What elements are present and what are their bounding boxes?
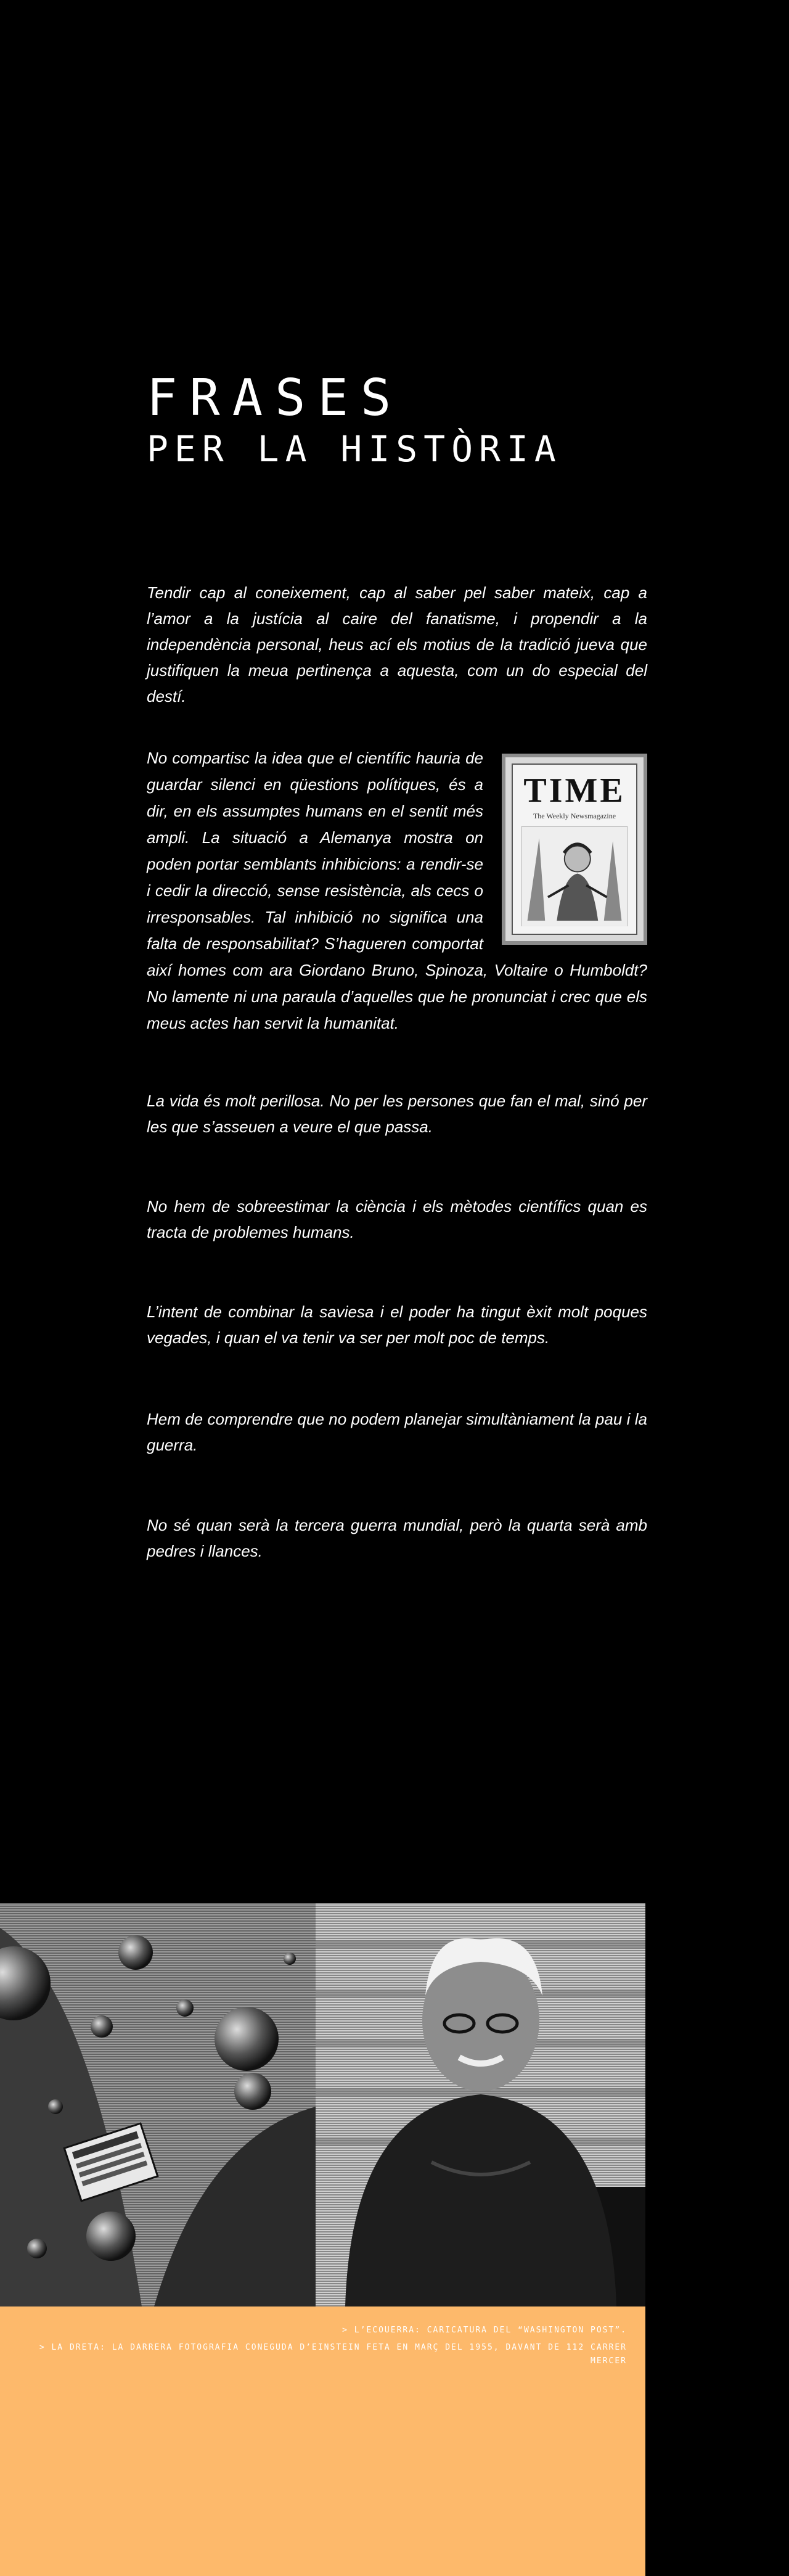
quote-6: Hem de comprendre que no podem planejar simultàniament la pau i la guerra. [147,1410,647,1454]
quote-1: Tendir cap al coneixement, cap al saber pel saber mateix, cap a l’amor a la justícia al caire del fanatisme, i propendir a la independència personal, heus ací els motius de la tradició jueva que justifiquen la meua pertinença a aquesta, com un do especial del destí. [147,583,647,706]
time-magazine-cover-image [502,754,647,945]
quote-3: La vida és molt perillosa. No per les persones que fan el mal, sinó per les que s’asseuen a veure el que passa. [147,1092,647,1136]
quote-5: L’intent de combinar la saviesa i el poder ha tingut èxit molt poques vegades, i quan el va tenir va ser per molt poc de temps. [147,1302,647,1347]
photo-collage [0,1903,645,2306]
title-line-2: PER LA HISTÒRIA [147,428,562,470]
quote-2-block [147,745,647,1037]
caption-right-image: > LA DRETA: LA DARRERA FOTOGRAFIA CONEGUDA D’EINSTEIN FETA EN MARÇ DEL 1955, DAVANT DE 112 CARRER MERCER [39,2343,627,2366]
time-subtitle: The Weekly Newsmagazine [533,812,616,820]
page-title [147,370,578,471]
quote-2: No compartisc la idea que el científic hauria de guardar silenci en qüestions polítiques, és a dir, en els assumptes humans en el sentit més ampli. La situació a Alemanya mostra on poden portar semblants inhibicions: a rendir-se i cedir la direcció, sense resistència, als cecs o irresponsables. Tal inhibició no significa una falta de responsabilitat? S’hagueren comportat així homes com ara Giordano Bruno, Spinoza, Voltaire o Humboldt? No lamente ni una paraula d’aquelles que he pronunciat i crec que els meus actes han servit la humanitat. [147,749,647,1032]
einstein-last-photograph [316,1903,645,2306]
caption-band [0,2306,645,2576]
einstein-sketch-illustration [521,826,628,926]
washington-post-caricature [0,1903,316,2306]
quote-4: No hem de sobreestimar la ciència i els mètodes científics quan es tracta de problemes humans. [147,1197,647,1241]
title-line-1: FRASES [147,369,404,427]
time-logo: TIME [523,772,626,810]
quote-7: No sé quan serà la tercera guerra mundial, però la quarta serà amb pedres i llances. [147,1516,647,1560]
caricature-and-photo [0,1903,645,2306]
caption-left-image: > L’ECOUERRA: CARICATURA DEL “WASHINGTON POST”. [342,2326,627,2335]
